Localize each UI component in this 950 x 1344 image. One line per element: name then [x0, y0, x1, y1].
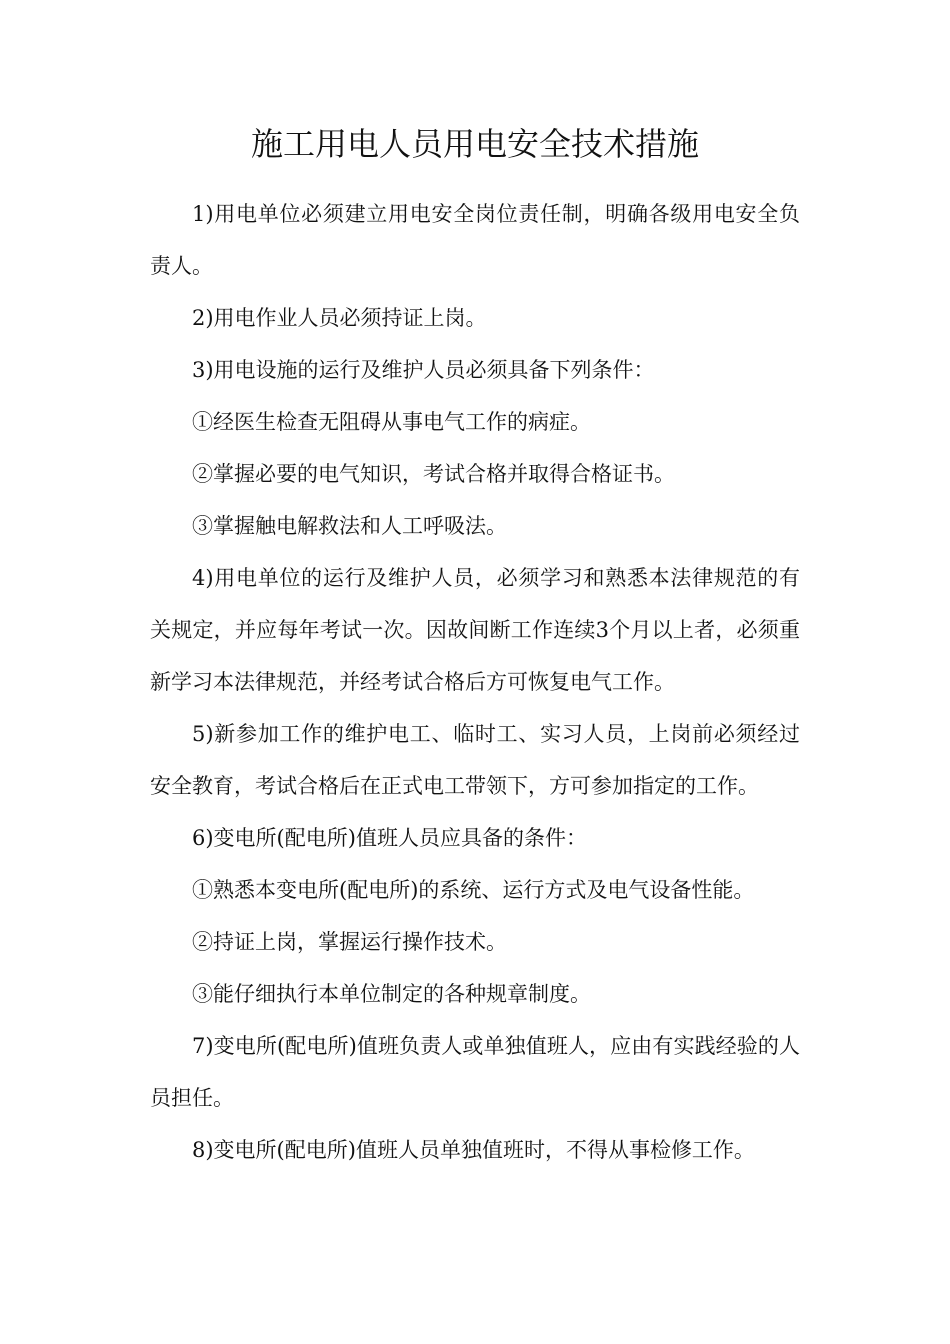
paragraph-3-item-3: ③掌握触电解救法和人工呼吸法。: [192, 514, 507, 538]
paragraph-3-item-2: ②掌握必要的电气知识，考试合格并取得合格证书。: [192, 462, 675, 486]
paragraph-5: 5)新参加工作的维护电工、临时工、实习人员，上岗前必须经过安全教育，考试合格后在正式电工带领下，方可参加指定的工作。: [150, 722, 800, 798]
paragraph-6-item-3: ③能仔细执行本单位制定的各种规章制度。: [192, 982, 591, 1006]
paragraph-8: 8)变电所(配电所)值班人员单独值班时，不得从事检修工作。: [192, 1138, 755, 1162]
paragraph-1: 1)用电单位必须建立用电安全岗位责任制，明确各级用电安全负责人。: [150, 202, 800, 278]
paragraph-2: 2)用电作业人员必须持证上岗。: [192, 306, 487, 330]
paragraph-3-item-1: ①经医生检查无阻碍从事电气工作的病症。: [192, 410, 591, 434]
document-body: [150, 188, 800, 1176]
paragraph-4: 4)用电单位的运行及维护人员，必须学习和熟悉本法律规范的有关规定，并应每年考试一次。因故间断工作连续3个月以上者，必须重新学习本法律规范，并经考试合格后方可恢复电气工作。: [150, 566, 800, 694]
paragraph-6-item-2: ②持证上岗，掌握运行操作技术。: [192, 930, 507, 954]
paragraph-7: 7)变电所(配电所)值班负责人或单独值班人，应由有实践经验的人员担任。: [150, 1034, 800, 1110]
paragraph-6-item-1: ①熟悉本变电所(配电所)的系统、运行方式及电气设备性能。: [192, 878, 755, 902]
paragraph-6: 6)变电所(配电所)值班人员应具备的条件：: [192, 826, 587, 850]
paragraph-3: 3)用电设施的运行及维护人员必须具备下列条件：: [192, 358, 655, 382]
document-title: 施工用电人员用电安全技术措施: [250, 125, 699, 163]
